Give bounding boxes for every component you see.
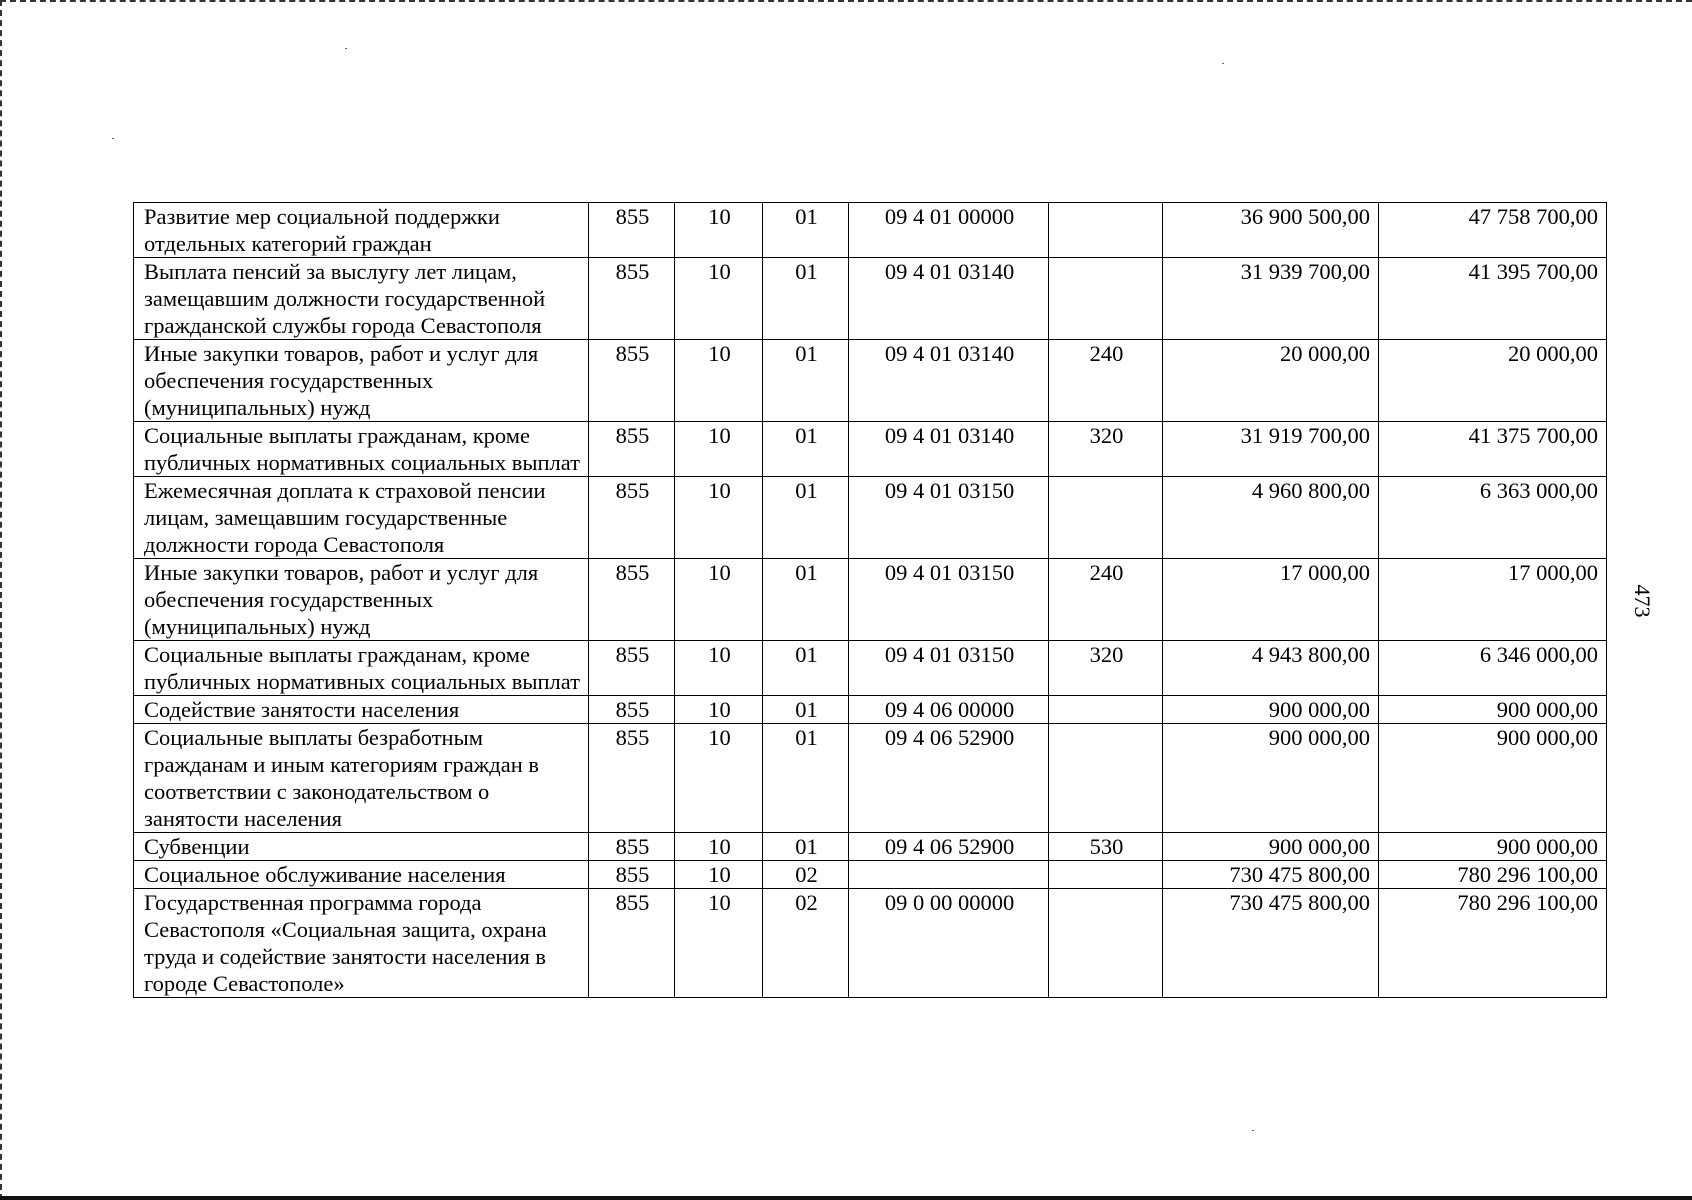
scan-speck [1222,63,1224,64]
cell-expense-type: 320 [1049,422,1163,477]
cell-section: 10 [675,641,763,696]
table-row [134,724,1607,833]
cell-subsection: 01 [763,203,849,258]
cell-section: 10 [675,340,763,422]
cell-amount-2: 41 375 700,00 [1379,422,1607,477]
cell-section: 10 [675,422,763,477]
cell-subsection: 01 [763,340,849,422]
cell-amount-1: 31 919 700,00 [1163,422,1379,477]
table-row [134,861,1607,889]
cell-subsection: 01 [763,833,849,861]
table-row [134,203,1607,258]
cell-name: Социальные выплаты гражданам, кроме публичных нормативных социальных выплат [134,422,589,477]
cell-amount-2: 780 296 100,00 [1379,861,1607,889]
cell-subsection: 01 [763,559,849,641]
cell-expense-type: 530 [1049,833,1163,861]
cell-expense-type [1049,203,1163,258]
cell-expense-type [1049,477,1163,559]
cell-name: Ежемесячная доплата к страховой пенсии лицам, замещавшим государственные должности города Севастополя [134,477,589,559]
cell-amount-2: 900 000,00 [1379,696,1607,724]
cell-target: 09 4 01 03150 [849,477,1049,559]
cell-section: 10 [675,559,763,641]
table-row [134,696,1607,724]
cell-amount-2: 900 000,00 [1379,833,1607,861]
cell-name: Выплата пенсий за выслугу лет лицам, замещавшим должности государственной гражданской службы города Севастополя [134,258,589,340]
cell-subsection: 01 [763,258,849,340]
cell-section: 10 [675,861,763,889]
scan-speck [345,48,347,49]
cell-target: 09 4 01 03140 [849,422,1049,477]
cell-section: 10 [675,833,763,861]
cell-section: 10 [675,724,763,833]
scan-speck [112,138,114,139]
cell-ministry: 855 [589,559,675,641]
table-row [134,340,1607,422]
cell-target: 09 4 06 52900 [849,724,1049,833]
cell-expense-type: 320 [1049,641,1163,696]
cell-amount-1: 17 000,00 [1163,559,1379,641]
cell-amount-2: 17 000,00 [1379,559,1607,641]
cell-section: 10 [675,889,763,998]
cell-target [849,861,1049,889]
cell-section: 10 [675,696,763,724]
cell-subsection: 01 [763,477,849,559]
cell-amount-1: 900 000,00 [1163,724,1379,833]
cell-ministry: 855 [589,641,675,696]
cell-expense-type [1049,258,1163,340]
cell-amount-1: 4 943 800,00 [1163,641,1379,696]
cell-subsection: 02 [763,889,849,998]
cell-amount-2: 20 000,00 [1379,340,1607,422]
cell-amount-2: 47 758 700,00 [1379,203,1607,258]
cell-expense-type: 240 [1049,340,1163,422]
cell-ministry: 855 [589,696,675,724]
table-row [134,422,1607,477]
table-row [134,477,1607,559]
cell-amount-1: 31 939 700,00 [1163,258,1379,340]
cell-target: 09 4 01 03150 [849,641,1049,696]
cell-target: 09 4 06 00000 [849,696,1049,724]
cell-subsection: 01 [763,696,849,724]
cell-section: 10 [675,258,763,340]
cell-target: 09 4 01 03140 [849,340,1049,422]
cell-amount-1: 730 475 800,00 [1163,861,1379,889]
cell-name: Государственная программа города Севастополя «Социальная защита, охрана труда и содействие занятости населения в городе Севастополе» [134,889,589,998]
cell-ministry: 855 [589,833,675,861]
table-row [134,559,1607,641]
cell-ministry: 855 [589,477,675,559]
cell-expense-type [1049,889,1163,998]
scan-border-top [0,0,1692,2]
table-row [134,889,1607,998]
cell-amount-1: 730 475 800,00 [1163,889,1379,998]
cell-subsection: 01 [763,641,849,696]
cell-target: 09 0 00 00000 [849,889,1049,998]
cell-amount-1: 900 000,00 [1163,696,1379,724]
budget-table [133,202,1607,998]
cell-name: Социальные выплаты безработным гражданам и иным категориям граждан в соответствии с законодательством о занятости населения [134,724,589,833]
table-row [134,833,1607,861]
cell-amount-2: 6 346 000,00 [1379,641,1607,696]
cell-name: Субвенции [134,833,589,861]
cell-amount-2: 6 363 000,00 [1379,477,1607,559]
cell-name: Развитие мер социальной поддержки отдельных категорий граждан [134,203,589,258]
budget-table-body [134,203,1607,998]
cell-ministry: 855 [589,203,675,258]
cell-expense-type [1049,861,1163,889]
cell-target: 09 4 01 00000 [849,203,1049,258]
cell-ministry: 855 [589,340,675,422]
cell-name: Иные закупки товаров, работ и услуг для обеспечения государственных (муниципальных) нужд [134,340,589,422]
scan-border-left [0,0,2,1200]
cell-name: Социальные выплаты гражданам, кроме публичных нормативных социальных выплат [134,641,589,696]
table-row [134,641,1607,696]
cell-name: Иные закупки товаров, работ и услуг для обеспечения государственных (муниципальных) нужд [134,559,589,641]
cell-amount-1: 4 960 800,00 [1163,477,1379,559]
cell-subsection: 02 [763,861,849,889]
cell-ministry: 855 [589,861,675,889]
table-row [134,258,1607,340]
cell-expense-type [1049,724,1163,833]
cell-ministry: 855 [589,258,675,340]
cell-subsection: 01 [763,422,849,477]
scan-speck [1252,1130,1254,1131]
cell-amount-1: 900 000,00 [1163,833,1379,861]
cell-subsection: 01 [763,724,849,833]
cell-amount-1: 36 900 500,00 [1163,203,1379,258]
cell-target: 09 4 01 03150 [849,559,1049,641]
cell-section: 10 [675,203,763,258]
cell-target: 09 4 06 52900 [849,833,1049,861]
cell-ministry: 855 [589,422,675,477]
cell-expense-type [1049,696,1163,724]
cell-amount-2: 780 296 100,00 [1379,889,1607,998]
cell-name: Социальное обслуживание населения [134,861,589,889]
cell-ministry: 855 [589,889,675,998]
scan-border-bottom [0,1196,1692,1200]
cell-amount-2: 900 000,00 [1379,724,1607,833]
cell-amount-1: 20 000,00 [1163,340,1379,422]
cell-section: 10 [675,477,763,559]
cell-name: Содействие занятости населения [134,696,589,724]
cell-target: 09 4 01 03140 [849,258,1049,340]
page-number: 473 [1630,584,1655,618]
cell-ministry: 855 [589,724,675,833]
cell-amount-2: 41 395 700,00 [1379,258,1607,340]
cell-expense-type: 240 [1049,559,1163,641]
